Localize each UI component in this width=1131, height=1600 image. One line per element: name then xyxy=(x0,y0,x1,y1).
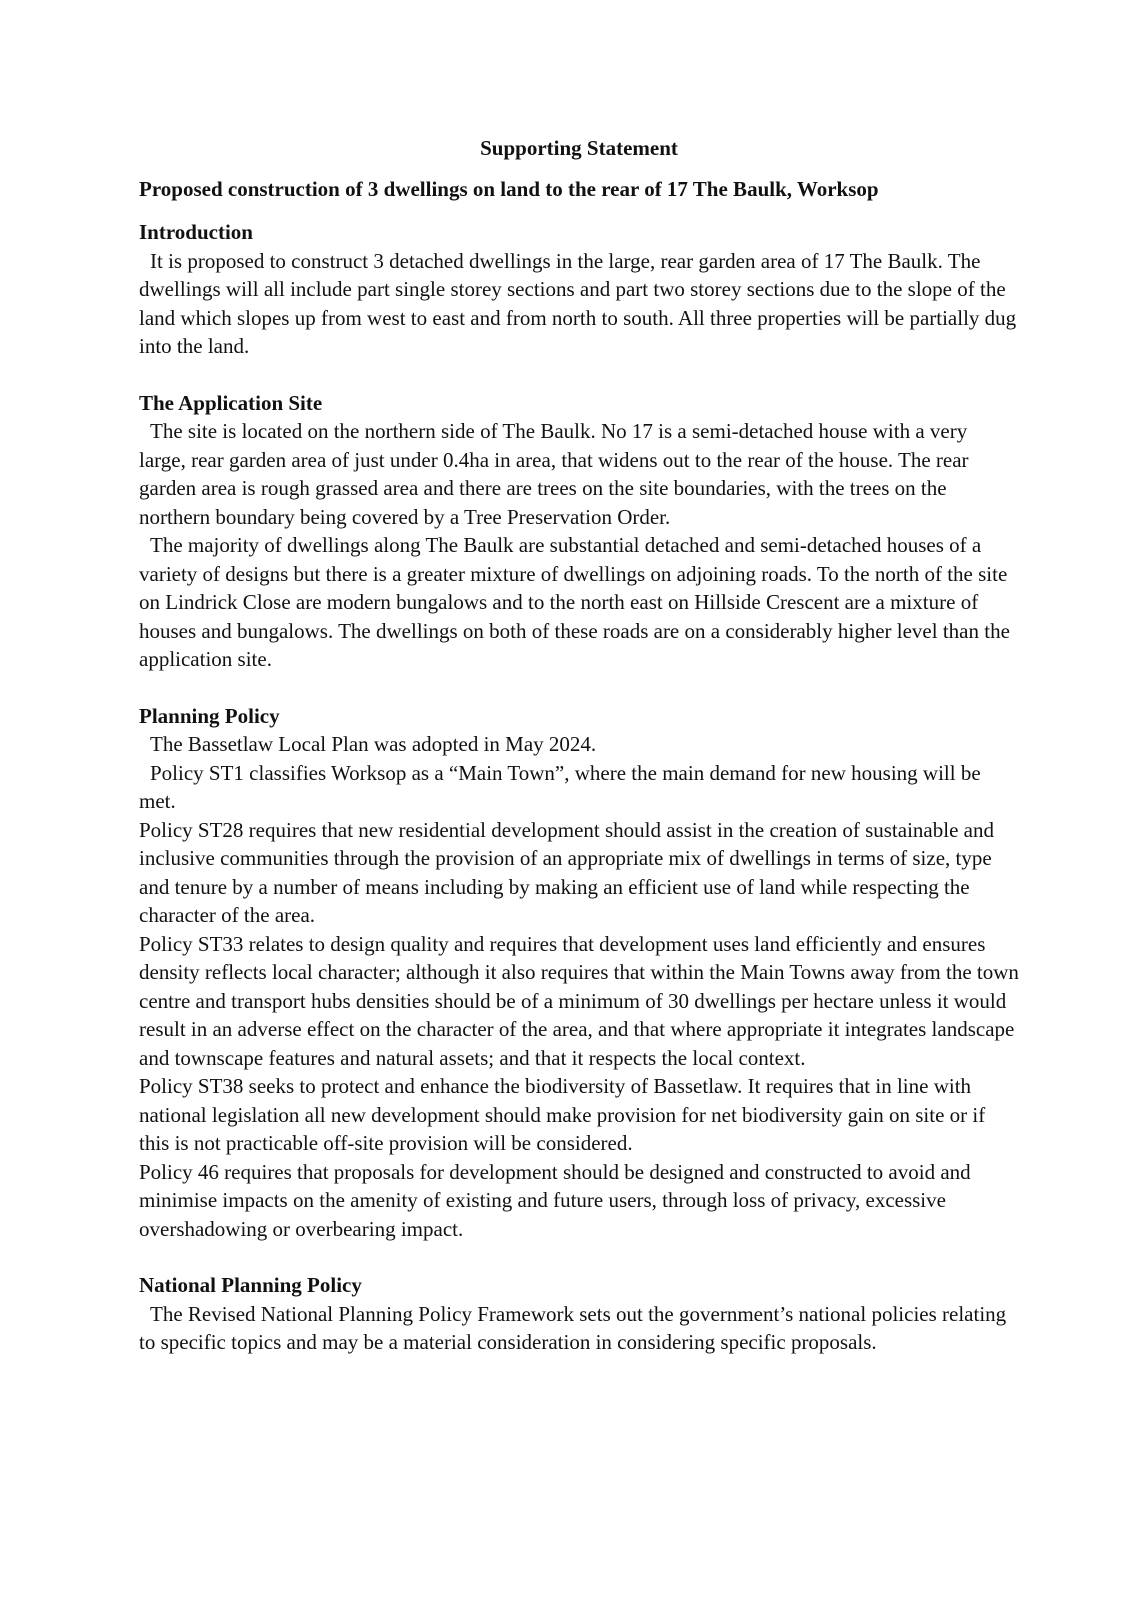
section-heading: Introduction xyxy=(139,220,253,244)
paragraph: Policy 46 requires that proposals for development should be designed and constructed to avoid and minimise impacts on the amenity of existing and future users, through loss of privacy, excessive overshadowing or overbearing impact. xyxy=(139,1159,971,1241)
section-introduction xyxy=(139,218,1019,361)
section-planning-policy xyxy=(139,702,1019,1244)
paragraph: The Revised National Planning Policy Framework sets out the government’s national policies relating to specific topics and may be a material consideration in considering specific proposals. xyxy=(139,1301,1007,1354)
document-subtitle: Proposed construction of 3 dwellings on land to the rear of 17 The Baulk, Worksop xyxy=(139,177,879,201)
section-heading: The Application Site xyxy=(139,390,323,415)
paragraph: Policy ST1 classifies Worksop as a “Main Town”, where the main demand for new housing will be met. xyxy=(139,760,981,813)
section-national-planning-policy xyxy=(139,1271,1019,1357)
paragraph: Policy ST33 relates to design quality and requires that development uses land efficiently and ensures density reflects local character; although it also requires that within the Main Towns away from the town centre and transport hubs densities should be of a minimum of 30 dwellings per hectare unless it would result in an adverse effect on the character of the area, and that where appropriate it integrates landscape and townscape features and natural assets; and that it respects the local context. xyxy=(139,931,1019,1070)
paragraph: It is proposed to construct 3 detached dwellings in the large, rear garden area of 17 The Baulk. The dwellings will all include part single storey sections and part two storey sections due to the slope of the land which slopes up from west to east and from north to south. All three properties will be partially dug into the land. xyxy=(139,248,1017,358)
paragraph: Policy ST28 requires that new residential development should assist in the creation of sustainable and inclusive communities through the provision of an appropriate mix of dwellings in terms of size, type and tenure by a number of means including by making an efficient use of land while respecting the character of the area. xyxy=(139,817,994,927)
paragraph: The site is located on the northern side of The Baulk. No 17 is a semi-detached house with a very large, rear garden area of just under 0.4ha in area, that widens out to the rear of the house. The rear garden area is rough grassed area and there are trees on the site boundaries, with the trees on the northern boundary being covered by a Tree Preservation Order. xyxy=(139,419,969,529)
section-heading: National Planning Policy xyxy=(139,1273,362,1297)
document-title: Supporting Statement xyxy=(480,136,678,160)
document-page xyxy=(139,134,1019,1385)
section-application-site xyxy=(139,389,1019,674)
paragraph: The Bassetlaw Local Plan was adopted in May 2024. xyxy=(150,732,597,756)
section-heading: Planning Policy xyxy=(139,703,280,728)
paragraph: Policy ST38 seeks to protect and enhance the biodiversity of Bassetlaw. It requires that in line with national legislation all new development should make provision for net biodiversity gain on site or if this is not practicable off-site provision will be considered. xyxy=(139,1074,986,1155)
paragraph: The majority of dwellings along The Baulk are substantial detached and semi-detached houses of a variety of designs but there is a greater mixture of dwellings on adjoining roads. To the north of the site on Lindrick Close are modern bungalows and to the north east on Hillside Crescent are a mixture of houses and bungalows. The dwellings on both of these roads are on a considerably higher level than the application site. xyxy=(139,533,1010,671)
